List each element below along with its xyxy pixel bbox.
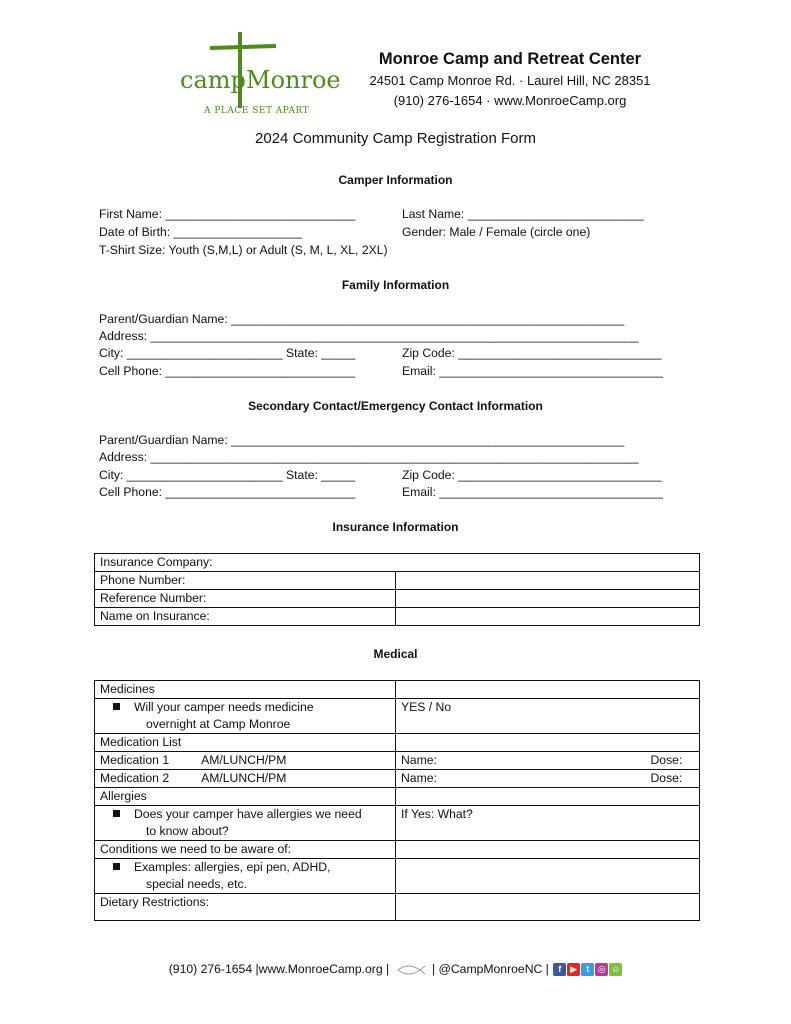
table-row [95,590,700,608]
allergy-answer[interactable]: If Yes: What? [396,806,700,841]
table-row [95,554,700,572]
table-row [95,734,700,752]
insurance-name-input[interactable] [396,608,700,626]
instagram-icon[interactable]: ◎ [595,963,608,976]
table-row [95,859,700,894]
medication-2-cell [95,770,396,788]
footer-phone-web: (910) 276-1654 |www.MonroeCamp.org | [168,962,390,976]
medication-list-input[interactable] [396,734,700,752]
camp-logo [178,30,341,125]
family-zip-field[interactable]: Zip Code: ______________________________ [402,346,662,360]
examples-note [95,859,396,894]
camper-heading: Camper Information [338,173,453,187]
logo-camp-text: camp [180,66,246,94]
table-row [95,806,700,841]
footer [0,962,791,977]
last-name-field[interactable]: Last Name: __________________________ [402,207,644,221]
medication-1-label: Medication 1 [100,753,170,767]
medication-2-label: Medication 2 [100,771,170,785]
first-name-field[interactable]: First Name: ____________________________ [99,207,356,221]
allergies-input[interactable] [396,788,700,806]
secondary-city-field[interactable]: City: _______________________ State: _____ [99,468,356,482]
logo-monroe-text: Monroe [246,66,341,94]
medication-1-times[interactable]: AM/LUNCH/PM [201,753,287,767]
examples-line1: Examples: allergies, epi pen, ADHD, [134,860,331,874]
table-row [95,894,700,921]
table-row [95,572,700,590]
secondary-address-field[interactable]: Address: ________________________________________________________________________ [99,450,639,464]
medicines-label: Medicines [95,681,396,699]
insurance-phone-input[interactable] [396,572,700,590]
conditions-label: Conditions we need to be aware of: [95,841,396,859]
overnight-question-line1: Will your camper needs medicine [134,700,314,714]
gender-field[interactable]: Gender: Male / Female (circle one) [402,225,591,239]
family-email-field[interactable]: Email: _________________________________ [402,364,663,378]
medication-2-details[interactable] [396,770,700,788]
bullet-icon [113,810,120,817]
table-row [95,699,700,734]
form-title: 2024 Community Camp Registration Form [255,130,536,147]
facebook-icon[interactable]: f [553,963,566,976]
secondary-heading: Secondary Contact/Emergency Contact Information [248,399,543,413]
allergies-label: Allergies [95,788,396,806]
medical-table [94,680,700,921]
allergy-question-line1: Does your camper have allergies we need [134,807,362,821]
table-row [95,752,700,770]
org-address: 24501 Camp Monroe Rd. · Laurel Hill, NC 28351 [369,73,651,88]
medication-2-times[interactable]: AM/LUNCH/PM [201,771,287,785]
insurance-heading: Insurance Information [332,520,459,534]
dietary-label: Dietary Restrictions: [95,894,396,921]
dietary-input[interactable] [396,894,700,921]
table-row [95,770,700,788]
table-row [95,608,700,626]
secondary-zip-field[interactable]: Zip Code: ______________________________ [402,468,662,482]
logo-tagline: A PLACE SET APART [204,106,310,116]
secondary-email-field[interactable]: Email: _________________________________ [402,485,663,499]
family-heading: Family Information [341,278,450,292]
medicines-input[interactable] [396,681,700,699]
medication-2-name-label: Name: [401,771,437,785]
family-guardian-field[interactable]: Parent/Guardian Name: __________________________________________________________ [99,312,625,326]
footer-handle: | @CampMonroeNC | [431,962,549,976]
family-cell-field[interactable]: Cell Phone: ____________________________ [99,364,356,378]
medication-1-name-label: Name: [401,753,437,767]
overnight-question [95,699,396,734]
bullet-icon [113,863,120,870]
org-name: Monroe Camp and Retreat Center [378,50,642,68]
conditions-input[interactable] [396,841,700,859]
medication-1-details[interactable] [396,752,700,770]
examples-input[interactable] [396,859,700,894]
table-row [95,841,700,859]
org-contact: (910) 276-1654 · www.MonroeCamp.org [393,93,627,108]
dob-field[interactable]: Date of Birth: ___________________ [99,225,303,239]
insurance-reference-input[interactable] [396,590,700,608]
insurance-company-cell[interactable]: Insurance Company: [95,554,700,572]
insurance-phone-label: Phone Number: [95,572,396,590]
secondary-guardian-field[interactable]: Parent/Guardian Name: __________________________________________________________ [99,433,625,447]
tshirt-field[interactable]: T-Shirt Size: Youth (S,M,L) or Adult (S, M, L, XL, 2XL) [99,243,388,257]
bullet-icon [113,703,120,710]
examples-line2: special needs, etc. [146,877,247,891]
allergy-question-line2: to know about? [146,824,229,838]
family-city-field[interactable]: City: _______________________ State: _____ [99,346,356,360]
fish-icon [396,963,426,977]
medication-2-dose-label: Dose: [650,771,683,785]
medical-heading: Medical [373,647,418,661]
allergy-question [95,806,396,841]
twitter-icon[interactable]: t [581,963,594,976]
insurance-name-label: Name on Insurance: [95,608,396,626]
secondary-cell-field[interactable]: Cell Phone: ____________________________ [99,485,356,499]
snapchat-icon[interactable]: ☺ [611,964,621,975]
medication-1-dose-label: Dose: [650,753,683,767]
table-row [95,788,700,806]
youtube-icon[interactable]: ▶ [567,963,580,976]
overnight-answer[interactable]: YES / No [396,699,700,734]
table-row [95,681,700,699]
medication-list-label: Medication List [95,734,396,752]
medication-1-cell [95,752,396,770]
insurance-reference-label: Reference Number: [95,590,396,608]
insurance-table [94,553,700,626]
overnight-question-line2: overnight at Camp Monroe [146,717,291,731]
family-address-field[interactable]: Address: ________________________________________________________________________ [99,329,639,343]
